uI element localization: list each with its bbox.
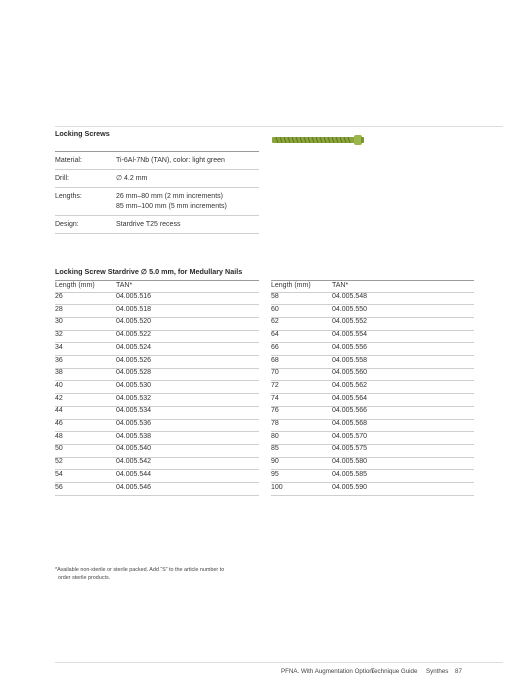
spec-divider	[55, 233, 259, 234]
table-row-divider	[271, 317, 474, 318]
table-row-divider	[55, 355, 259, 356]
spec-label-drill: Drill:	[55, 175, 69, 182]
table-cell-length: 76	[271, 407, 279, 415]
table-cell-length: 100	[271, 483, 283, 491]
table-row-divider	[55, 406, 259, 407]
footnote-line: *Available non-sterile or sterile packed. Add “S” to the article number to	[55, 567, 225, 573]
spec-value-lengths-2: 85 mm–100 mm (5 mm increments)	[116, 203, 227, 210]
table-cell-tan: 04.005.530	[116, 381, 152, 389]
spec-divider	[55, 169, 259, 170]
table-cell-length: 95	[271, 470, 279, 478]
col-header-length: Length (mm)	[55, 282, 95, 289]
table-header-rule	[271, 280, 474, 281]
table-cell-tan: 04.005.558	[332, 356, 368, 364]
spec-value-material: Ti-6Al-7Nb (TAN), color: light green	[116, 157, 225, 164]
footnote	[55, 567, 255, 582]
table-cell-length: 74	[271, 394, 279, 402]
footer-brand: Synthes	[426, 668, 449, 675]
table-row-divider	[271, 342, 474, 343]
table-cell-length: 48	[55, 432, 63, 440]
table-row-divider	[55, 444, 259, 445]
table-cell-tan: 04.005.546	[116, 483, 152, 491]
locking-screws-title: Locking Screws	[55, 129, 110, 138]
table-cell-tan: 04.005.540	[116, 445, 152, 453]
table-row-divider	[55, 457, 259, 458]
table-cell-length: 60	[271, 305, 279, 313]
table-cell-length: 52	[55, 458, 63, 466]
table-cell-length: 64	[271, 331, 279, 339]
footer-doc-title: PFNA. With Augmentation Option.	[281, 668, 375, 675]
table-cell-length: 80	[271, 432, 279, 440]
table-row-divider	[55, 482, 259, 483]
spec-value-lengths-1: 26 mm–80 mm (2 mm increments)	[116, 193, 223, 200]
table-cell-length: 90	[271, 458, 279, 466]
table-row-divider	[55, 469, 259, 470]
specs-top-rule	[55, 151, 259, 152]
table-row-divider	[55, 431, 259, 432]
table-row-divider	[55, 292, 259, 293]
table-cell-tan: 04.005.516	[116, 293, 152, 300]
table-cell-tan: 04.005.524	[116, 343, 152, 351]
table-cell-length: 68	[271, 356, 279, 364]
table-cell-tan: 04.005.575	[332, 445, 368, 453]
stardrive-table-title: Locking Screw Stardrive ∅ 5.0 mm, for Medullary Nails	[55, 267, 243, 276]
table-row-divider	[271, 292, 474, 293]
table-cell-tan: 04.005.570	[332, 432, 368, 440]
spec-label-design: Design:	[55, 221, 79, 228]
table-cell-tan: 04.005.520	[116, 318, 152, 326]
table-cell-length: 30	[55, 318, 63, 326]
table-cell-length: 58	[271, 293, 279, 300]
table-cell-tan: 04.005.532	[116, 394, 152, 402]
table-header-rule	[55, 280, 259, 281]
table-cell-tan: 04.005.585	[332, 470, 368, 478]
table-cell-tan: 04.005.536	[116, 420, 152, 427]
table-row-divider	[271, 406, 474, 407]
table-cell-length: 40	[55, 381, 63, 389]
table-cell-length: 46	[55, 420, 63, 427]
col-header-tan: TAN*	[116, 282, 133, 289]
table-row-divider	[271, 431, 474, 432]
table-cell-length: 62	[271, 318, 279, 326]
table-cell-length: 42	[55, 394, 63, 402]
top-rule	[55, 126, 503, 127]
table-row-divider	[55, 342, 259, 343]
table-row-divider	[271, 469, 474, 470]
table-row-divider	[55, 368, 259, 369]
table-cell-tan: 04.005.560	[332, 369, 368, 377]
table-cell-length: 85	[271, 445, 279, 453]
screw-icon	[270, 133, 370, 147]
table-row-divider	[271, 457, 474, 458]
col-header-tan: TAN*	[332, 282, 349, 289]
table-row-divider	[271, 355, 474, 356]
table-row-divider	[55, 419, 259, 420]
locking-screw-image	[270, 133, 370, 147]
table-cell-tan: 04.005.550	[332, 305, 368, 313]
table-row-divider	[271, 304, 474, 305]
table-cell-tan: 04.005.552	[332, 318, 368, 326]
table-row-divider	[271, 419, 474, 420]
table-cell-tan: 04.005.548	[332, 293, 368, 300]
table-cell-length: 26	[55, 293, 63, 300]
table-cell-length: 54	[55, 470, 63, 478]
footer-page-number: 87	[455, 668, 462, 675]
table-row-divider	[55, 330, 259, 331]
table-cell-length: 28	[55, 305, 63, 313]
table-row-divider	[271, 368, 474, 369]
table-cell-tan: 04.005.528	[116, 369, 152, 377]
table-cell-tan: 04.005.556	[332, 343, 368, 351]
spec-divider	[55, 215, 259, 216]
table-cell-length: 44	[55, 407, 63, 415]
table-row-divider	[271, 444, 474, 445]
table-cell-tan: 04.005.542	[116, 458, 152, 466]
table-row-divider	[55, 317, 259, 318]
table-cell-length: 70	[271, 369, 279, 377]
spec-value-drill: ∅ 4.2 mm	[116, 175, 148, 182]
col-header-length: Length (mm)	[271, 282, 311, 289]
table-cell-tan: 04.005.522	[116, 331, 152, 339]
table-row-divider	[55, 380, 259, 381]
table-cell-tan: 04.005.534	[116, 407, 152, 415]
footer-guide: Technique Guide	[371, 668, 418, 675]
table-cell-tan: 04.005.568	[332, 420, 368, 427]
table-cell-length: 34	[55, 343, 63, 351]
table-row-divider	[55, 304, 259, 305]
table-cell-tan: 04.005.590	[332, 483, 368, 491]
footer-rule	[55, 662, 503, 663]
spec-divider	[55, 187, 259, 188]
table-cell-length: 32	[55, 331, 63, 339]
table-row-divider	[55, 393, 259, 394]
table-cell-tan: 04.005.562	[332, 381, 368, 389]
table-cell-length: 78	[271, 420, 279, 427]
table-cell-length: 38	[55, 369, 63, 377]
table-cell-length: 66	[271, 343, 279, 351]
table-row-divider	[271, 482, 474, 483]
table-cell-tan: 04.005.554	[332, 331, 368, 339]
table-cell-length: 50	[55, 445, 63, 453]
spec-label-lengths: Lengths:	[55, 193, 82, 200]
table-bottom-rule	[271, 495, 474, 496]
table-row-divider	[271, 393, 474, 394]
table-cell-length: 36	[55, 356, 63, 364]
table-cell-length: 72	[271, 381, 279, 389]
spec-label-material: Material:	[55, 157, 82, 164]
table-cell-length: 56	[55, 483, 63, 491]
spec-value-design: Stardrive T25 recess	[116, 221, 181, 228]
table-row-divider	[271, 330, 474, 331]
table-cell-tan: 04.005.526	[116, 356, 152, 364]
table-bottom-rule	[55, 495, 259, 496]
footnote-line: order sterile products.	[58, 574, 111, 581]
table-cell-tan: 04.005.538	[116, 432, 152, 440]
table-cell-tan: 04.005.566	[332, 407, 368, 415]
table-cell-tan: 04.005.564	[332, 394, 368, 402]
table-cell-tan: 04.005.580	[332, 458, 368, 466]
table-cell-tan: 04.005.544	[116, 470, 152, 478]
table-row-divider	[271, 380, 474, 381]
table-cell-tan: 04.005.518	[116, 305, 152, 313]
